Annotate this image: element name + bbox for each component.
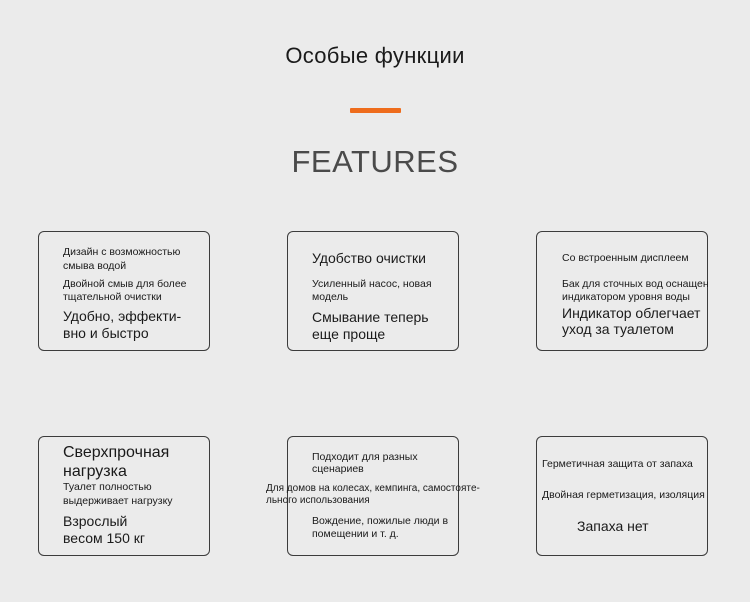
card-line: весом 150 кг	[63, 530, 146, 546]
card-line: уход за туалетом	[562, 321, 674, 337]
card-line: Бак для сточных вод оснащен	[562, 278, 709, 290]
card-line: Дизайн с возможностью	[63, 246, 181, 258]
card-line: модель	[312, 291, 349, 303]
card-line: индикатором уровня воды	[562, 291, 690, 303]
card-line: Герметичная защита от запаха	[542, 458, 693, 470]
card-line: смыва водой	[63, 260, 127, 272]
card-line: нагрузка	[63, 463, 127, 480]
accent-bar	[350, 108, 401, 113]
card-line: выдерживает нагрузку	[63, 495, 173, 507]
card-line: льного использования	[266, 495, 370, 506]
card-line: Двойная герметизация, изоляция	[542, 489, 705, 501]
features-heading: FEATURES	[291, 144, 459, 179]
card-line: Туалет полностью	[63, 481, 152, 493]
card-line: Двойной смыв для более	[63, 278, 187, 290]
card-line: Со встроенным дисплеем	[562, 252, 689, 264]
card-line: Смывание теперь	[312, 309, 429, 325]
card-line: Запаха нет	[577, 518, 649, 534]
card-line: Усиленный насос, новая	[312, 278, 432, 290]
card-line: Удобно, эффекти-	[63, 308, 182, 324]
card-line: Вождение, пожилые люди в	[312, 515, 449, 527]
card-line: Подходит для разных	[312, 451, 418, 463]
card-line: вно и быстро	[63, 325, 149, 341]
card-line: Для домов на колесах, кемпинга, самостоятe-	[266, 483, 480, 494]
card-line: еще проще	[312, 326, 386, 342]
card-line: сценариев	[312, 463, 364, 475]
card-line: помещении и т. д.	[312, 528, 399, 540]
card-line: Индикатор облегчает	[562, 305, 701, 321]
card-line: тщательной очистки	[63, 291, 162, 303]
card-line: Сверхпрочная	[63, 444, 170, 461]
page-title: Особые функции	[285, 43, 465, 68]
card-line: Удобство очистки	[312, 250, 426, 266]
card-line: Взрослый	[63, 513, 128, 529]
